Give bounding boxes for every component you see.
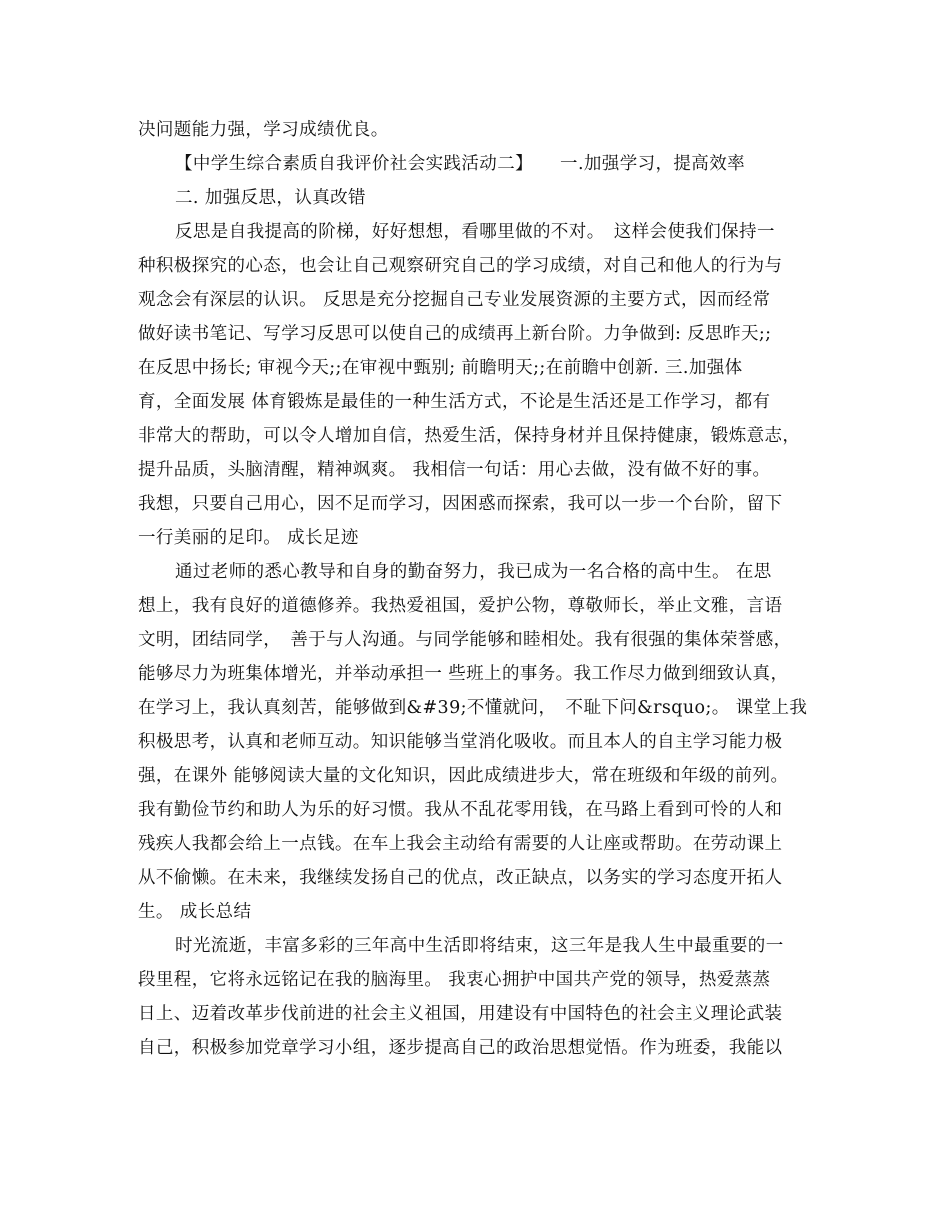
paragraph-line: 强，在课外 能够阅读大量的文化知识，因此成绩进步大，常在班级和年级的前列。 (138, 766, 789, 786)
text-line: 决问题能力强，学习成绩优良。 (138, 120, 389, 140)
paragraph-line: 想上，我有良好的道德修养。我热爱祖国，爱护公物，尊敬师长，举止文雅，言语 (138, 596, 783, 616)
paragraph-line: 非常大的帮助，可以令人增加自信，热爱生活，保持身材并且保持健康，锻炼意志， (138, 426, 801, 446)
paragraph-line: 观念会有深层的认识。 反思是充分挖掘自己专业发展资源的主要方式，因而经常 (138, 290, 771, 310)
paragraph-line: 我想，只要自己用心，因不足而学习，因困惑而探索，我可以一步一个台阶，留下 (138, 494, 783, 514)
paragraph-line: 段里程，它将永远铭记在我的脑海里。 我衷心拥护中国共产党的领导，热爱蒸蒸 (138, 970, 771, 990)
paragraph-line: 积极思考，认真和老师互动。知识能够当堂消化吸收。而且本人的自主学习能力极 (138, 732, 783, 752)
paragraph-line: 能够尽力为班集体增光，并举动承担一 些班上的事务。我工作尽力做到细致认真， (138, 664, 789, 684)
paragraph-line: 残疾人我都会给上一点钱。在车上我会主动给有需要的人让座或帮助。在劳动课上 (138, 834, 783, 854)
paragraph-line: 文明，团结同学， 善于与人沟通。与同学能够和睦相处。我有很强的集体荣誉感， (138, 630, 792, 650)
paragraph-line: 种积极探究的心态，也会让自己观察研究自己的学习成绩，对自己和他人的行为与 (138, 256, 783, 276)
section-heading: 【中学生综合素质自我评价社会实践活动二】 一.加强学习，提高效率 (175, 154, 746, 174)
paragraph-line: 生。 成长总结 (138, 902, 252, 922)
paragraph-line: 在学习上，我认真刻苦，能够做到&#39;不懂就问， 不耻下问&rsquo;。 课堂上我 (138, 698, 808, 718)
paragraph-line: 我有勤俭节约和助人为乐的好习惯。我从不乱花零用钱，在马路上看到可怜的人和 (138, 800, 783, 820)
paragraph-line: 在反思中扬长; 审视今天;;在审视中甄别; 前瞻明天;;在前瞻中创新. 三.加强体 (138, 358, 743, 378)
paragraph-line: 育，全面发展 体育锻炼是最佳的一种生活方式，不论是生活还是工作学习，都有 (138, 392, 771, 412)
paragraph-line: 日上、迈着改革步伐前进的社会主义祖国，用建设有中国特色的社会主义理论武装 (138, 1004, 783, 1024)
paragraph-line: 自己，积极参加党章学习小组，逐步提高自己的政治思想觉悟。作为班委，我能以 (138, 1038, 783, 1058)
paragraph-line: 时光流逝，丰富多彩的三年高中生活即将结束，这三年是我人生中最重要的一 (175, 936, 784, 956)
paragraph-line: 做好读书笔记、写学习反思可以使自己的成绩再上新台阶。力争做到: 反思昨天;; (138, 324, 772, 344)
paragraph-line: 反思是自我提高的阶梯，好好想想，看哪里做的不对。 这样会使我们保持一 (175, 222, 775, 242)
paragraph-line: 通过老师的悉心教导和自身的勤奋努力，我已成为一名合格的高中生。 在思 (175, 562, 772, 582)
section-heading: 二. 加强反思，认真改错 (175, 188, 366, 208)
paragraph-line: 一行美丽的足印。 成长足迹 (138, 528, 359, 548)
paragraph-line: 提升品质，头脑清醒，精神飒爽。 我相信一句话：用心去做，没有做不好的事。 (138, 460, 771, 480)
paragraph-line: 从不偷懒。在未来，我继续发扬自己的优点，改正缺点，以务实的学习态度开拓人 (138, 868, 783, 888)
